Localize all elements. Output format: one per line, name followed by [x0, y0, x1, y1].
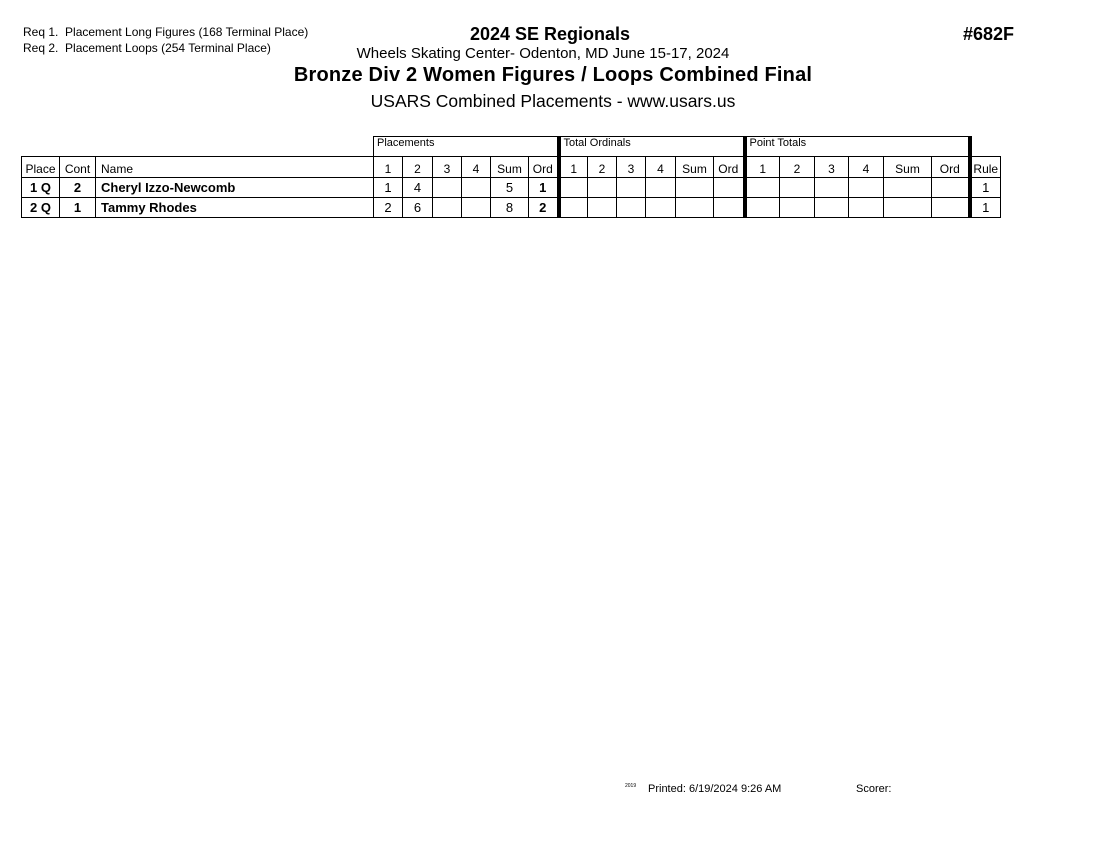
col-ordinal-3: 3 — [617, 157, 646, 178]
col-placement-3: 3 — [433, 157, 462, 178]
col-points-2: 2 — [780, 157, 815, 178]
group-spacer — [22, 137, 374, 157]
cell-placement-1: 1 — [374, 178, 403, 198]
col-ordinal-ord: Ord — [714, 157, 745, 178]
cell-points-2 — [780, 178, 815, 198]
cell-placement-2: 6 — [403, 198, 433, 218]
col-points-ord: Ord — [932, 157, 970, 178]
col-cont: Cont — [60, 157, 96, 178]
cell-points-sum — [884, 198, 932, 218]
source-line: USARS Combined Placements - www.usars.us — [370, 91, 736, 111]
cell-points-ord — [932, 198, 970, 218]
cell-rule: 1 — [970, 178, 1001, 198]
cell-placement-ord: 1 — [529, 178, 559, 198]
group-placements: Placements — [374, 137, 559, 157]
cell-ordinal-3 — [617, 178, 646, 198]
cell-cont: 2 — [60, 178, 96, 198]
cell-ordinal-ord — [714, 198, 745, 218]
cell-placement-4 — [462, 178, 491, 198]
group-spacer — [970, 137, 1001, 157]
cell-points-3 — [815, 178, 849, 198]
cell-placement-sum: 8 — [491, 198, 529, 218]
cell-rule: 1 — [970, 198, 1001, 218]
col-place: Place — [22, 157, 60, 178]
cell-points-1 — [745, 178, 780, 198]
col-ordinal-sum: Sum — [676, 157, 714, 178]
cell-points-4 — [849, 198, 884, 218]
col-points-3: 3 — [815, 157, 849, 178]
cell-placement-3 — [433, 198, 462, 218]
cell-placement-3 — [433, 178, 462, 198]
col-placement-sum: Sum — [491, 157, 529, 178]
col-rule: Rule — [970, 157, 1001, 178]
cell-placement-sum: 5 — [491, 178, 529, 198]
col-placement-2: 2 — [403, 157, 433, 178]
page-title: 2024 SE Regionals — [469, 24, 631, 44]
col-placement-ord: Ord — [529, 157, 559, 178]
col-ordinal-4: 4 — [646, 157, 676, 178]
printed-timestamp: Printed: 6/19/2024 9:26 AM — [648, 783, 782, 795]
col-placement-4: 4 — [462, 157, 491, 178]
event-title: Bronze Div 2 Women Figures / Loops Combined Final — [293, 64, 813, 86]
cell-place: 1 Q — [22, 178, 60, 198]
col-points-sum: Sum — [884, 157, 932, 178]
table-row — [22, 178, 1001, 198]
cell-ordinal-ord — [714, 178, 745, 198]
group-header-row — [22, 137, 1001, 157]
col-ordinal-1: 1 — [559, 157, 588, 178]
group-total-ordinals: Total Ordinals — [559, 137, 745, 157]
group-point-totals: Point Totals — [745, 137, 970, 157]
scorer-label: Scorer: — [856, 783, 892, 795]
results-table — [21, 136, 1001, 218]
cell-place: 2 Q — [22, 198, 60, 218]
col-placement-1: 1 — [374, 157, 403, 178]
cell-points-2 — [780, 198, 815, 218]
cell-placement-ord: 2 — [529, 198, 559, 218]
cell-points-3 — [815, 198, 849, 218]
table-row — [22, 198, 1001, 218]
requirement-text: Placement Long Figures (168 Terminal Place) — [65, 25, 309, 39]
col-points-4: 4 — [849, 157, 884, 178]
cell-ordinal-4 — [646, 178, 676, 198]
cell-ordinal-4 — [646, 198, 676, 218]
venue-subtitle: Wheels Skating Center- Odenton, MD June 15-17, 2024 — [356, 45, 730, 62]
cell-ordinal-3 — [617, 198, 646, 218]
cell-ordinal-2 — [588, 198, 617, 218]
cell-name: Tammy Rhodes — [96, 198, 374, 218]
requirement-label: Req 1. — [23, 25, 59, 39]
cell-ordinal-1 — [559, 178, 588, 198]
cell-ordinal-sum — [676, 198, 714, 218]
cell-points-sum — [884, 178, 932, 198]
cell-points-ord — [932, 178, 970, 198]
requirement-label: Req 2. — [23, 41, 59, 55]
footer-code: 2019 — [625, 783, 637, 789]
event-number: #682F — [963, 24, 1015, 44]
col-ordinal-2: 2 — [588, 157, 617, 178]
requirement-text: Placement Loops (254 Terminal Place) — [65, 41, 271, 55]
col-name: Name — [96, 157, 374, 178]
cell-ordinal-2 — [588, 178, 617, 198]
cell-points-1 — [745, 198, 780, 218]
cell-placement-2: 4 — [403, 178, 433, 198]
cell-placement-1: 2 — [374, 198, 403, 218]
cell-name: Cheryl Izzo-Newcomb — [96, 178, 374, 198]
cell-points-4 — [849, 178, 884, 198]
cell-cont: 1 — [60, 198, 96, 218]
cell-placement-4 — [462, 198, 491, 218]
cell-ordinal-sum — [676, 178, 714, 198]
col-points-1: 1 — [745, 157, 780, 178]
cell-ordinal-1 — [559, 198, 588, 218]
column-header-row — [22, 157, 1001, 178]
